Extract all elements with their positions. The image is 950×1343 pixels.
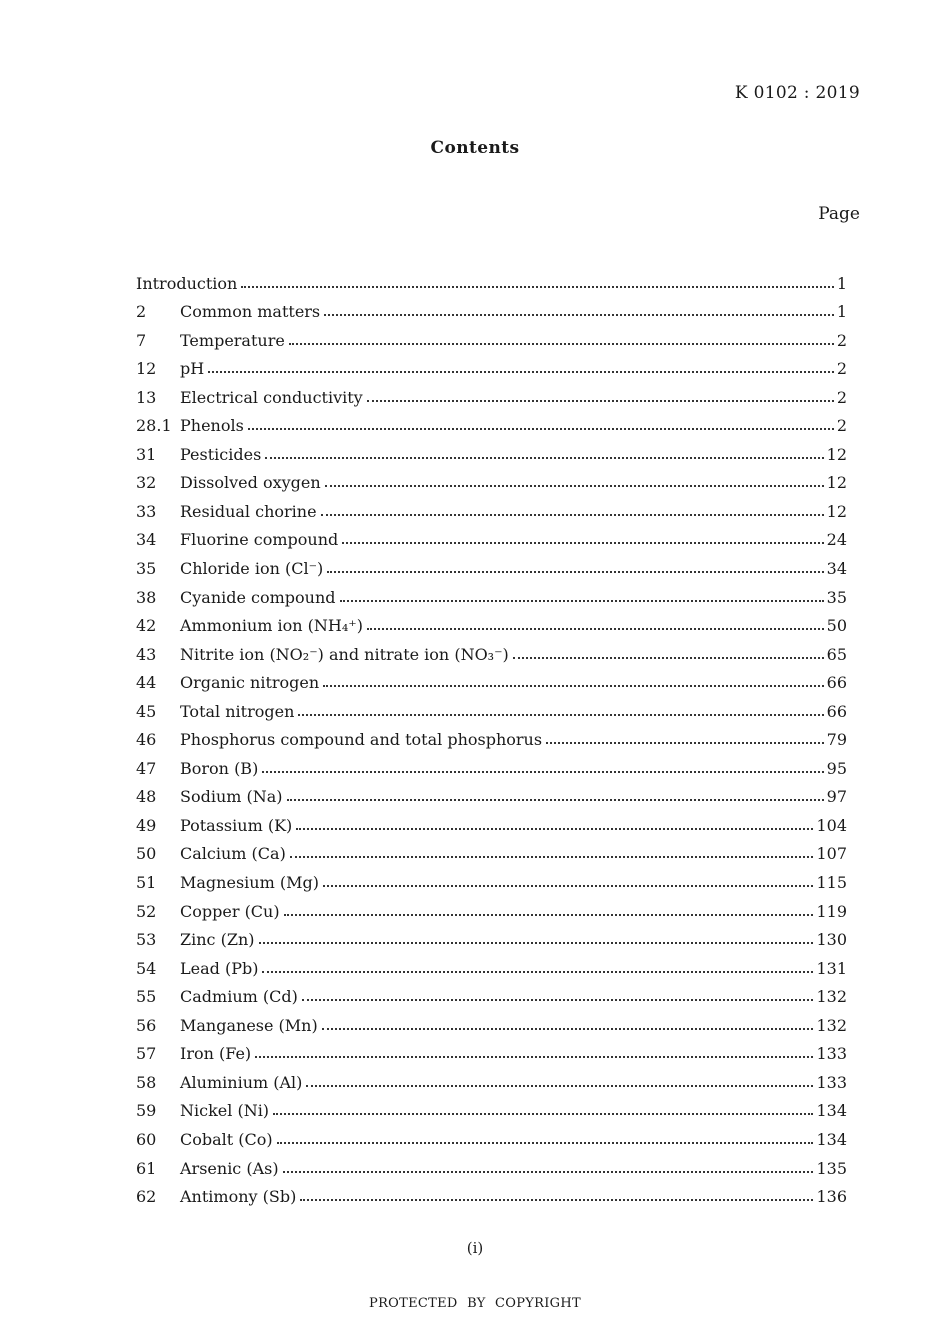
- copyright-notice: PROTECTED BY COPYRIGHT: [369, 1296, 581, 1311]
- dot-leader: [208, 371, 834, 373]
- toc-entry-title: pH: [180, 359, 205, 379]
- toc-entry[interactable]: [136, 721, 847, 750]
- toc-entry[interactable]: [136, 863, 847, 892]
- dot-leader: [283, 1171, 814, 1173]
- toc-entry-number: 59: [136, 1101, 157, 1121]
- toc-entry[interactable]: [136, 1035, 847, 1064]
- toc-entry-page: 136: [816, 1187, 847, 1207]
- toc-entry-page: 132: [816, 1015, 847, 1035]
- toc-entry-title: Cyanide compound: [180, 587, 336, 607]
- dot-leader: [367, 628, 824, 630]
- toc-entry-title: Nitrite ion (NO₂⁻) and nitrate ion (NO₃⁻): [180, 644, 509, 664]
- toc-entry[interactable]: [136, 692, 847, 721]
- toc-entry-title: Pesticides: [180, 444, 262, 464]
- toc-entry-page: 2: [836, 359, 847, 379]
- toc-entry-number: 28.1: [136, 416, 172, 436]
- toc-entry-title: Organic nitrogen: [180, 673, 320, 693]
- toc-entry[interactable]: [136, 549, 847, 578]
- toc-entry-page: 119: [816, 901, 847, 921]
- dot-leader: [325, 485, 824, 487]
- toc-entry-title: Boron (B): [180, 758, 259, 778]
- toc-entry-number: 60: [136, 1129, 157, 1149]
- toc-entry-title: Magnesium (Mg): [180, 873, 319, 893]
- dot-leader: [300, 1199, 813, 1201]
- dot-leader: [290, 856, 814, 858]
- toc-entry-number: 44: [136, 673, 157, 693]
- toc-entry-title: Dissolved oxygen: [180, 473, 321, 493]
- toc-entry[interactable]: [136, 1006, 847, 1035]
- toc-entry[interactable]: [136, 1063, 847, 1092]
- toc-entry-number: 48: [136, 787, 157, 807]
- toc-entry[interactable]: [136, 607, 847, 636]
- toc-entry[interactable]: [136, 521, 847, 550]
- toc-entry-page: 107: [816, 844, 847, 864]
- toc-entry-page: 2: [836, 330, 847, 350]
- dot-leader: [342, 542, 823, 544]
- toc-entry-number: 35: [136, 559, 157, 579]
- dot-leader: [327, 571, 823, 573]
- toc-entry-page: 131: [816, 958, 847, 978]
- toc-entry-number: 56: [136, 1015, 157, 1035]
- toc-entry-page: 1: [836, 273, 847, 293]
- toc-entry-page: 97: [826, 787, 847, 807]
- toc-entry-number: 62: [136, 1187, 157, 1207]
- toc-entry-page: 65: [826, 644, 847, 664]
- toc-entry-number: 47: [136, 758, 157, 778]
- toc-entry[interactable]: [136, 293, 847, 322]
- table-of-contents: [136, 264, 847, 1206]
- toc-entry[interactable]: [136, 464, 847, 493]
- toc-entry-page: 135: [816, 1158, 847, 1178]
- toc-entry-number: 38: [136, 587, 157, 607]
- toc-entry-page: 104: [816, 815, 847, 835]
- toc-entry-title: Chloride ion (Cl⁻): [180, 559, 324, 579]
- toc-entry[interactable]: [136, 321, 847, 350]
- toc-entry[interactable]: [136, 978, 847, 1007]
- toc-entry-number: 61: [136, 1158, 157, 1178]
- dot-leader: [284, 914, 814, 916]
- toc-entry-title: Common matters: [180, 302, 321, 322]
- toc-entry[interactable]: [136, 435, 847, 464]
- page-title: Contents: [430, 138, 520, 158]
- dot-leader: [255, 1056, 813, 1058]
- toc-entry[interactable]: [136, 1149, 847, 1178]
- toc-entry-page: 79: [826, 730, 847, 750]
- toc-entry-number: 57: [136, 1044, 157, 1064]
- toc-entry-page: 66: [826, 701, 847, 721]
- toc-entry-title: Lead (Pb): [180, 958, 259, 978]
- dot-leader: [323, 885, 814, 887]
- toc-entry-number: 34: [136, 530, 157, 550]
- dot-leader: [323, 685, 823, 687]
- dot-leader: [248, 428, 834, 430]
- toc-entry[interactable]: [136, 1120, 847, 1149]
- toc-entry-title: Cobalt (Co): [180, 1129, 273, 1149]
- toc-entry[interactable]: [136, 407, 847, 436]
- toc-entry-page: 34: [826, 559, 847, 579]
- dot-leader: [241, 286, 833, 288]
- toc-entry-page: 133: [816, 1072, 847, 1092]
- toc-entry-page: 1: [836, 302, 847, 322]
- toc-entry-number: 46: [136, 730, 157, 750]
- toc-entry-number: 51: [136, 873, 157, 893]
- toc-entry-title: Arsenic (As): [180, 1158, 279, 1178]
- dot-leader: [298, 714, 823, 716]
- toc-entry-title: Antimony (Sb): [180, 1187, 297, 1207]
- toc-entry[interactable]: [136, 492, 847, 521]
- toc-entry-number: 58: [136, 1072, 157, 1092]
- toc-entry[interactable]: [136, 578, 847, 607]
- toc-entry-number: 50: [136, 844, 157, 864]
- toc-entry-page: 12: [826, 501, 847, 521]
- toc-entry-title: Sodium (Na): [180, 787, 283, 807]
- toc-entry-title: Nickel (Ni): [180, 1101, 270, 1121]
- toc-entry[interactable]: [136, 949, 847, 978]
- dot-leader: [340, 600, 824, 602]
- toc-entry-number: 33: [136, 501, 157, 521]
- dot-leader: [265, 457, 823, 459]
- toc-entry-page: 2: [836, 387, 847, 407]
- toc-entry[interactable]: [136, 778, 847, 807]
- toc-entry-title: Total nitrogen: [180, 701, 295, 721]
- toc-entry[interactable]: [136, 921, 847, 950]
- toc-entry-title: Potassium (K): [180, 815, 293, 835]
- dot-leader: [296, 828, 813, 830]
- toc-entry-page: 115: [816, 873, 847, 893]
- dot-leader: [273, 1113, 813, 1115]
- dot-leader: [367, 400, 834, 402]
- dot-leader: [302, 999, 814, 1001]
- toc-entry[interactable]: [136, 1178, 847, 1207]
- toc-entry-title: Manganese (Mn): [180, 1015, 318, 1035]
- toc-entry-number: 52: [136, 901, 157, 921]
- toc-entry-page: 134: [816, 1129, 847, 1149]
- toc-entry-title: Calcium (Ca): [180, 844, 286, 864]
- toc-entry[interactable]: [136, 264, 847, 293]
- toc-entry-number: 43: [136, 644, 157, 664]
- toc-entry-number: 54: [136, 958, 157, 978]
- toc-entry-number: 32: [136, 473, 157, 493]
- dot-leader: [277, 1142, 814, 1144]
- toc-entry-number: 2: [136, 302, 147, 322]
- toc-entry-number: 12: [136, 359, 157, 379]
- toc-entry-number: 53: [136, 930, 157, 950]
- toc-entry[interactable]: [136, 749, 847, 778]
- toc-entry-page: 95: [826, 758, 847, 778]
- standard-code: K 0102 : 2019: [734, 83, 860, 103]
- toc-entry-number: 7: [136, 330, 147, 350]
- toc-entry-title: Iron (Fe): [180, 1044, 252, 1064]
- toc-entry-page: 35: [826, 587, 847, 607]
- toc-entry-title: Zinc (Zn): [180, 930, 255, 950]
- toc-entry-title: Residual chorine: [180, 501, 317, 521]
- toc-entry-title: Cadmium (Cd): [180, 987, 298, 1007]
- toc-entry-number: 45: [136, 701, 157, 721]
- toc-entry-page: 12: [826, 444, 847, 464]
- page-folio: (i): [466, 1239, 484, 1257]
- toc-entry-page: 12: [826, 473, 847, 493]
- toc-entry-page: 134: [816, 1101, 847, 1121]
- toc-entry-page: 24: [826, 530, 847, 550]
- toc-entry-page: 50: [826, 616, 847, 636]
- toc-entry-title: Electrical conductivity: [180, 387, 363, 407]
- toc-entry[interactable]: [136, 635, 847, 664]
- dot-leader: [287, 799, 824, 801]
- toc-entry[interactable]: [136, 835, 847, 864]
- toc-entry-title: Copper (Cu): [180, 901, 280, 921]
- toc-entry-title: Phosphorus compound and total phosphorus: [180, 730, 543, 750]
- toc-entry-title: Temperature: [180, 330, 285, 350]
- toc-entry-number: 55: [136, 987, 157, 1007]
- toc-entry-title: Aluminium (Al): [180, 1072, 303, 1092]
- toc-entry-title: Phenols: [180, 416, 244, 436]
- toc-entry[interactable]: [136, 806, 847, 835]
- toc-entry-title: Introduction: [136, 273, 238, 293]
- dot-leader: [289, 343, 834, 345]
- dot-leader: [262, 771, 823, 773]
- toc-entry-title: Ammonium ion (NH₄⁺): [180, 616, 363, 636]
- toc-entry[interactable]: [136, 664, 847, 693]
- toc-entry[interactable]: [136, 378, 847, 407]
- toc-entry-page: 133: [816, 1044, 847, 1064]
- dot-leader: [322, 1028, 814, 1030]
- toc-entry-page: 130: [816, 930, 847, 950]
- dot-leader: [324, 314, 834, 316]
- dot-leader: [546, 742, 824, 744]
- dot-leader: [262, 971, 813, 973]
- dot-leader: [321, 514, 824, 516]
- toc-entry[interactable]: [136, 1092, 847, 1121]
- dot-leader: [306, 1085, 813, 1087]
- toc-entry-number: 42: [136, 616, 157, 636]
- toc-entry-page: 2: [836, 416, 847, 436]
- toc-entry-number: 49: [136, 815, 157, 835]
- dot-leader: [259, 942, 814, 944]
- toc-entry[interactable]: [136, 892, 847, 921]
- toc-entry-number: 13: [136, 387, 157, 407]
- toc-entry-page: 66: [826, 673, 847, 693]
- toc-entry-number: 31: [136, 444, 157, 464]
- toc-entry-page: 132: [816, 987, 847, 1007]
- toc-entry[interactable]: [136, 350, 847, 379]
- dot-leader: [513, 657, 824, 659]
- toc-entry-title: Fluorine compound: [180, 530, 339, 550]
- page-column-label: Page: [818, 204, 860, 224]
